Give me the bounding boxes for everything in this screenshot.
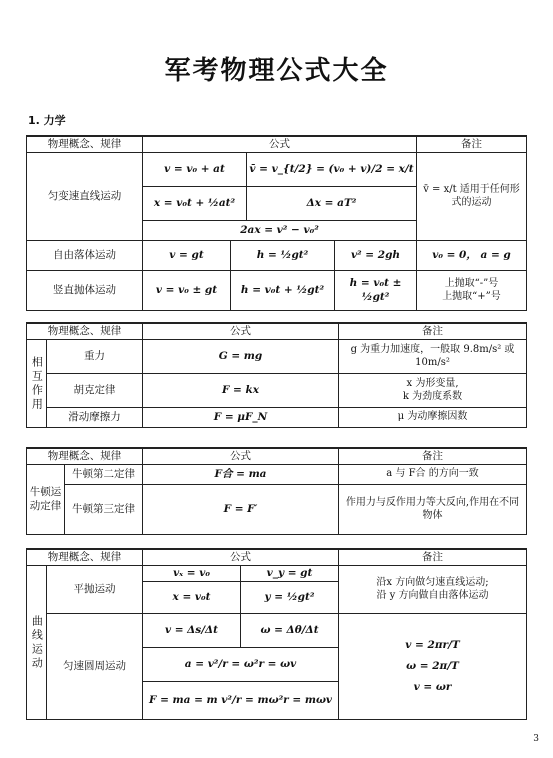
note-cell [339,374,527,408]
header-concept: 物理概念、规律 [27,448,143,465]
formula-cell: F = ma = m v²/r = mω²r = mωv [143,682,339,720]
row-name: 匀速圆周运动 [47,614,143,720]
formula-cell: h = v₀t + ½gt² [231,271,335,311]
note-line: 沿x 方向做匀速直线运动; [376,577,489,588]
note-cell: μ 为动摩擦因数 [339,408,527,428]
formula-cell: v = gt [143,241,231,271]
row-name: 胡克定律 [47,374,143,408]
formula-cell: G = mg [143,340,339,374]
group-label: 牛顿运动定律 [27,465,65,535]
header-concept: 物理概念、规律 [27,323,143,340]
formula-cell: v = Δs/Δt [143,614,241,648]
formula-cell: y = ½gt² [241,582,339,614]
note-line: x 为形变量, [406,378,459,389]
header-note: 备注 [417,136,527,153]
formula-cell: 2ax = v² − v₀² [143,221,417,241]
row-name: 滑动摩擦力 [47,408,143,428]
note-line: 沿 y 方向做自由落体运动 [376,589,489,601]
formula-cell: v² = 2gh [335,241,417,271]
row-name: 牛顿第三定律 [65,485,143,535]
note-cell: v̄ = x/t 适用于任何形式的运动 [417,153,527,241]
formula-cell: v_y = gt [241,566,339,582]
header-formula: 公式 [143,549,339,566]
header-formula: 公式 [143,136,417,153]
formula-cell: F = μF_N [143,408,339,428]
note-line: ω = 2π/T [406,659,459,672]
note-line: 上抛取“-”号 [444,278,499,289]
note-cell [339,614,527,720]
page-title: 军考物理公式大全 [164,56,389,86]
note-line: 上抛取“+”号 [442,290,501,302]
formula-cell: Δx = aT² [247,187,417,221]
formula-cell: h = v₀t ± ½gt² [335,271,417,311]
formula-cell: v = v₀ ± gt [143,271,231,311]
note-cell: v₀ = 0， a = g [417,241,527,271]
row-name: 平抛运动 [47,566,143,614]
newton-table [26,447,527,535]
note-cell [339,566,527,614]
note-line: v = 2πr/T [405,638,460,651]
note-cell [417,271,527,311]
note-cell: 作用力与反作用力等大反向,作用在不同物体 [339,485,527,535]
row-name: 竖直抛体运动 [27,271,143,311]
formula-cell: x = v₀t [143,582,241,614]
page-number: 3 [533,734,539,744]
formula-cell: h = ½gt² [231,241,335,271]
formula-cell: v̄ = v_{t/2} = (v₀ + v)/2 = x/t [247,153,417,187]
formula-cell: vₓ = v₀ [143,566,241,582]
kinematics-table [26,135,527,311]
formula-cell: a = v²/r = ω²r = ωv [143,648,339,682]
header-formula: 公式 [143,323,339,340]
header-concept: 物理概念、规律 [27,549,143,566]
curvilinear-table [26,548,527,720]
row-name: 自由落体运动 [27,241,143,271]
formula-cell: F = kx [143,374,339,408]
note-cell: g 为重力加速度，一般取 9.8m/s² 或 10m/s² [339,340,527,374]
formula-cell: v = v₀ + at [143,153,247,187]
section-heading: 1. 力学 [28,114,66,127]
note-line: v = ωr [413,681,452,694]
header-note: 备注 [339,549,527,566]
header-note: 备注 [339,323,527,340]
row-name: 牛顿第二定律 [65,465,143,485]
row-name: 重力 [47,340,143,374]
note-line: k 为劲度系数 [402,390,463,402]
interaction-table [26,322,527,428]
group-label: 曲线运动 [27,566,47,720]
formula-cell: ω = Δθ/Δt [241,614,339,648]
formula-cell: F = F′ [143,485,339,535]
header-formula: 公式 [143,448,339,465]
header-note: 备注 [339,448,527,465]
row-name: 匀变速直线运动 [27,153,143,241]
group-label: 相互作用 [27,340,47,428]
formula-cell: F合 = ma [143,465,339,485]
note-cell: a 与 F合 的方向一致 [339,465,527,485]
header-concept: 物理概念、规律 [27,136,143,153]
formula-cell: x = v₀t + ½at² [143,187,247,221]
